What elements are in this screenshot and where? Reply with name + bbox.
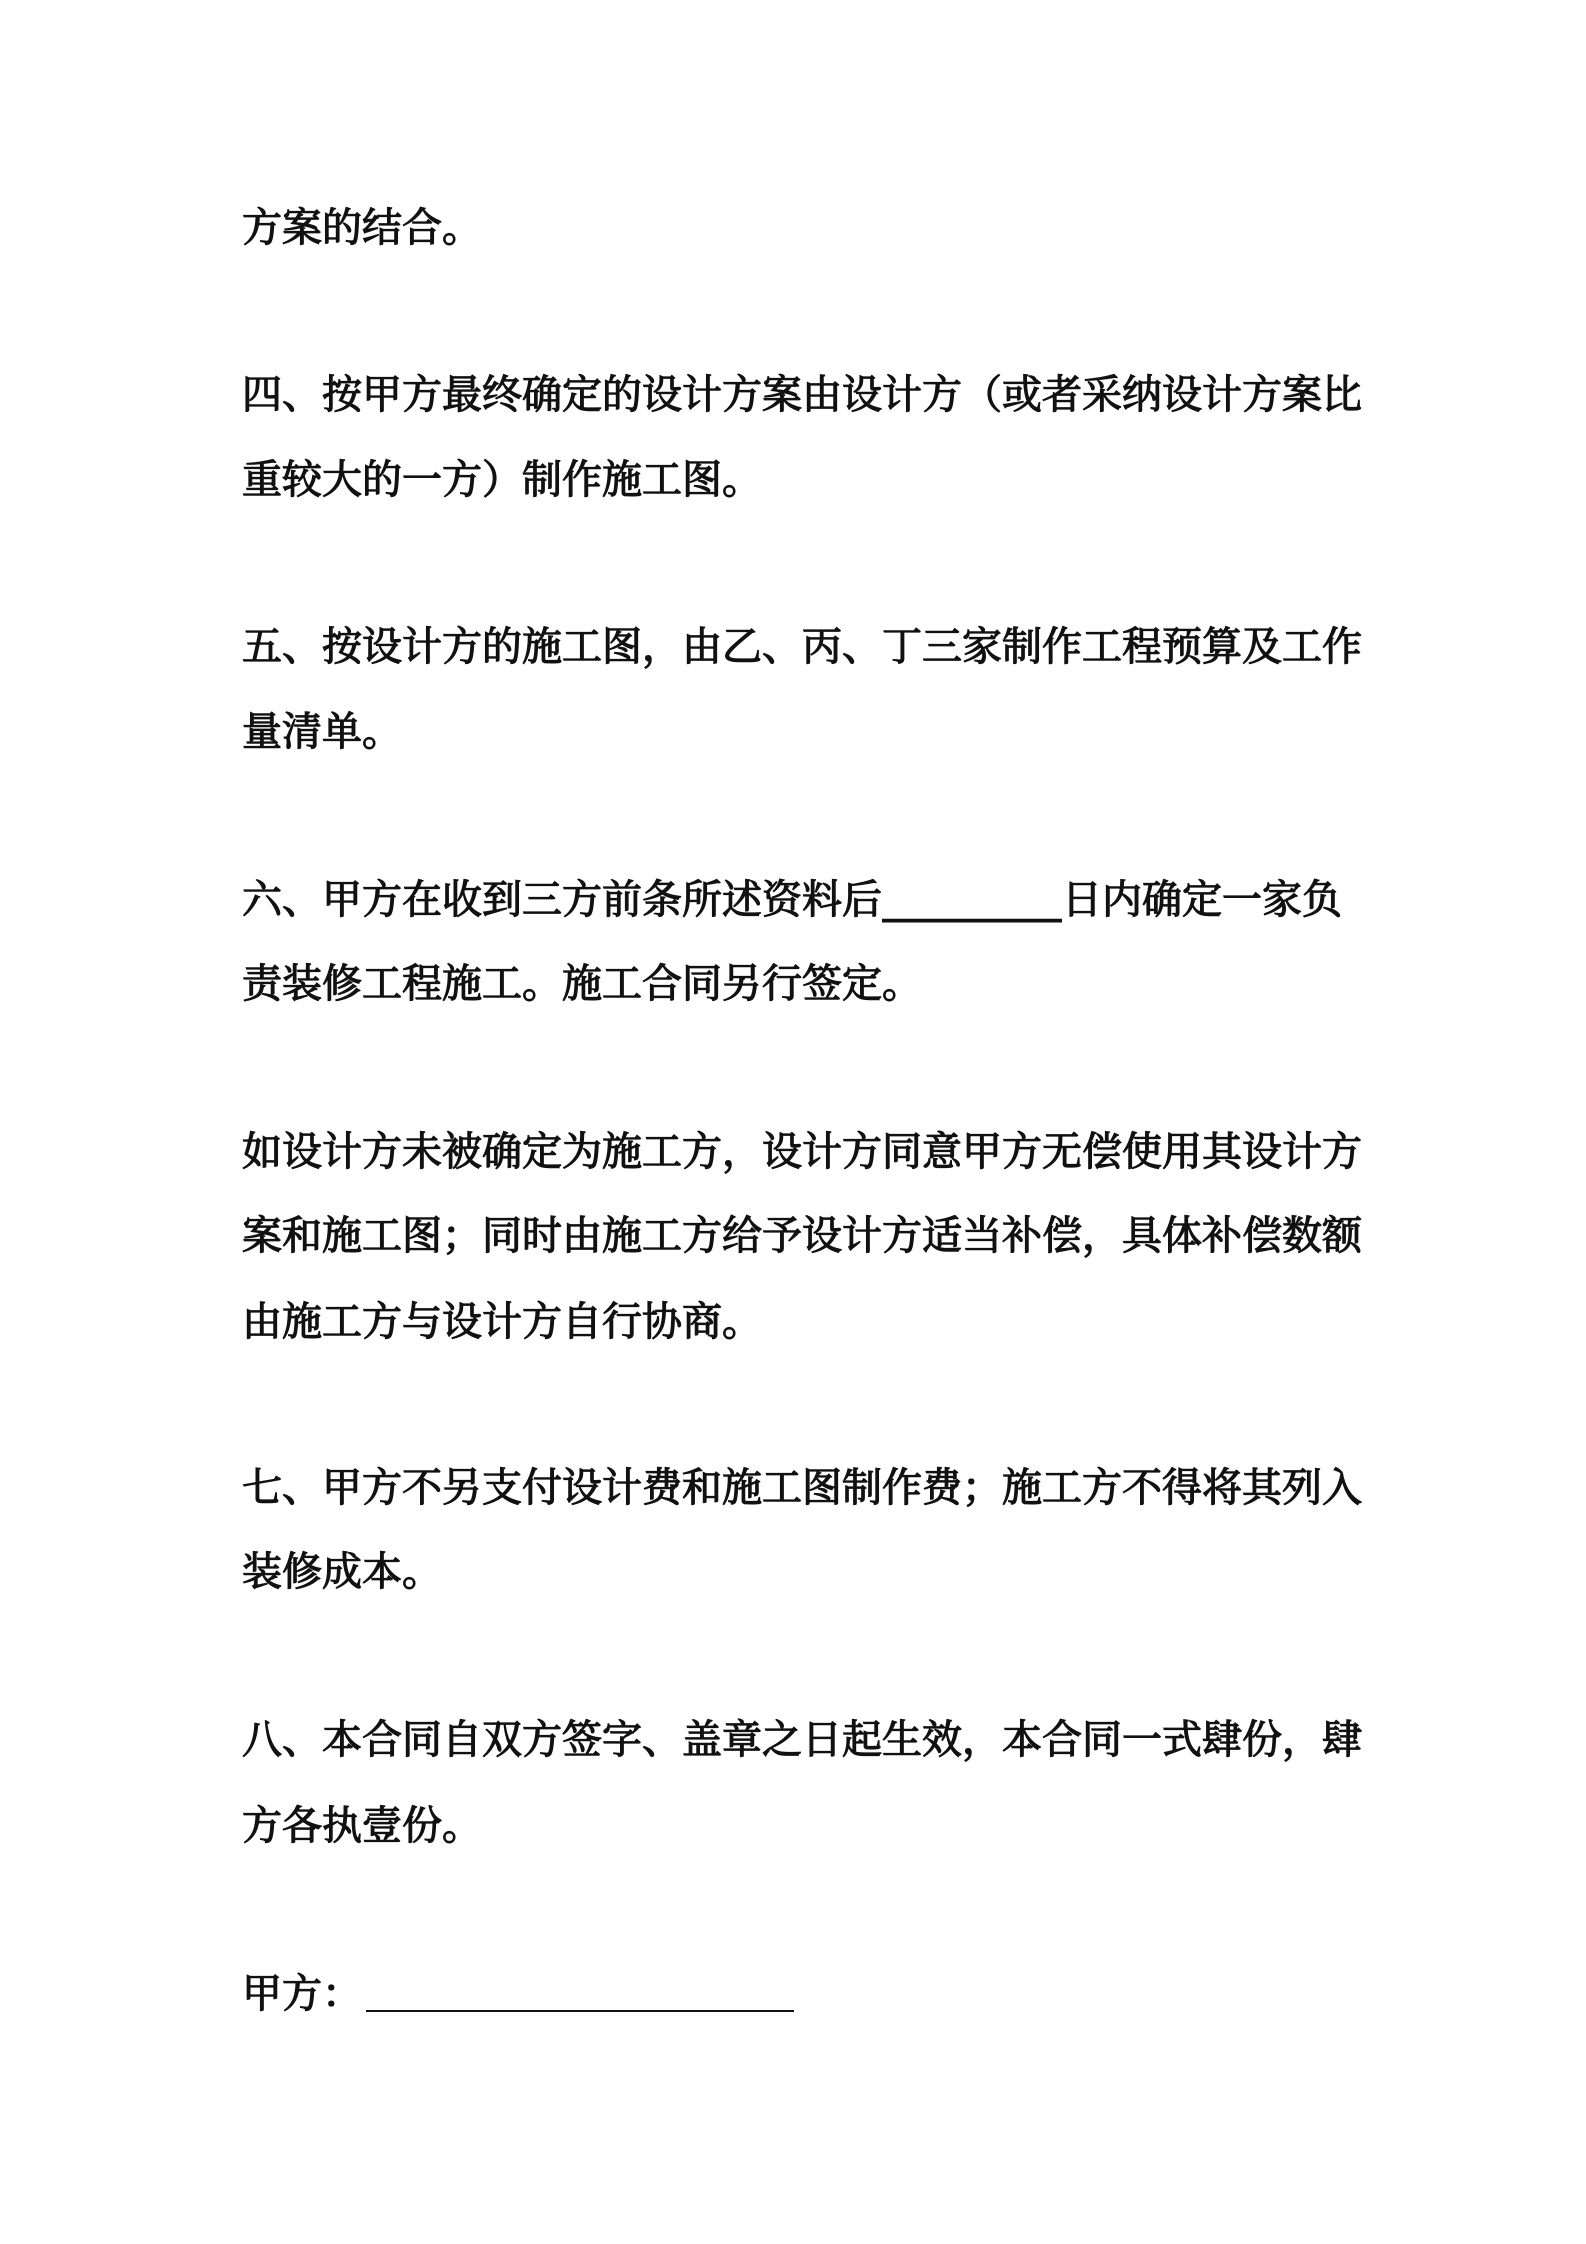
clause-5-line-2: 量清单。: [242, 709, 402, 755]
clause-6-line-1: 六、甲方在收到三方前条所述资料后_________日内确定一家负: [242, 877, 1342, 923]
clause-5-line-1: 五、按设计方的施工图，由乙、丙、丁三家制作工程预算及工作: [242, 624, 1362, 670]
clause-6-note-line-1: 如设计方未被确定为施工方，设计方同意甲方无偿使用其设计方: [242, 1129, 1362, 1175]
clause-4-line-2: 重较大的一方）制作施工图。: [242, 457, 762, 503]
clause-6-line-2: 责装修工程施工。施工合同另行签定。: [242, 961, 922, 1007]
clause-8-line-2: 方各执壹份。: [242, 1803, 482, 1849]
clause-4-line-1: 四、按甲方最终确定的设计方案由设计方（或者采纳设计方案比: [242, 372, 1362, 418]
party-a-label: 甲方：: [242, 1971, 362, 2017]
clause-7-line-1: 七、甲方不另支付设计费和施工图制作费；施工方不得将其列入: [242, 1465, 1362, 1511]
party-a-signature-line: [366, 2010, 794, 2012]
clause-6-note-line-2: 案和施工图；同时由施工方给予设计方适当补偿，具体补偿数额: [242, 1213, 1362, 1259]
clause-7-line-2: 装修成本。: [242, 1549, 442, 1595]
clause-6-note-line-3: 由施工方与设计方自行协商。: [242, 1299, 762, 1345]
clause-8-line-1: 八、本合同自双方签字、盖章之日起生效，本合同一式肆份，肆: [242, 1717, 1362, 1763]
clause-3-continuation: 方案的结合。: [242, 205, 482, 251]
